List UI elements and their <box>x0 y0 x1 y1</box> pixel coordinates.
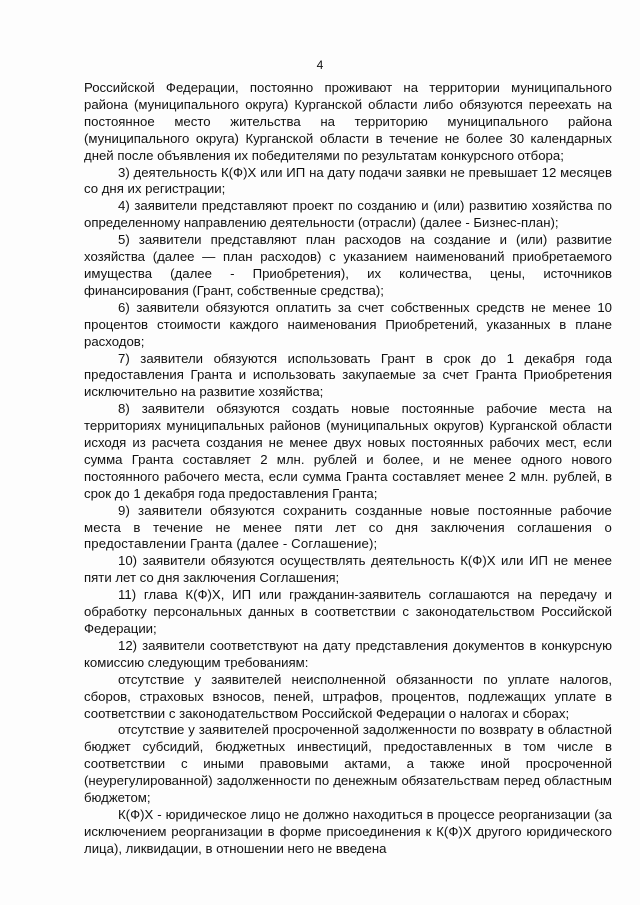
paragraph-item-3: 3) деятельность К(Ф)Х или ИП на дату подачи заявки не превышает 12 месяцев со дня их регистрации; <box>84 164 612 197</box>
paragraph-requirement-taxes: отсутствие у заявителей неисполненной обязанности по уплате налогов, сборов, страховых взносов, пеней, штрафов, процентов, подлежащих уплате в соответствии с законодательством Российской Федерации о налогах и сборах; <box>84 671 612 721</box>
paragraph-item-4: 4) заявители представляют проект по созданию и (или) развитию хозяйства по определенному направлению деятельности (отрасли) (далее - Бизнес-план); <box>84 198 612 231</box>
paragraph-item-11: 11) глава К(Ф)Х, ИП или гражданин-заявитель соглашаются на передачу и обработку персональных данных в соответствии с законодательством Российской Федерации; <box>84 587 612 636</box>
paragraph-requirement-reorganization: К(Ф)Х - юридическое лицо не должно находиться в процессе реорганизации (за исключением реорганизации в форме присоединения к К(Ф)Х другого юридического лица), ликвидации, в отношении него не введена <box>84 806 612 856</box>
paragraph-item-7: 7) заявители обязуются использовать Грант в срок до 1 декабря года предоставления Гранта и использовать закупаемые за счет Гранта Приобретения исключительно на развитие хозяйства; <box>84 350 612 400</box>
paragraph-item-12: 12) заявители соответствуют на дату представления документов в конкурсную комиссию следующим требованиям: <box>84 637 612 670</box>
paragraph-item-6: 6) заявители обязуются оплатить за счет собственных средств не менее 10 процентов стоимости каждого наименования Приобретений, указанных в плане расходов; <box>84 299 612 349</box>
document-body <box>84 80 612 858</box>
paragraph-item-10: 10) заявители обязуются осуществлять деятельность К(Ф)Х или ИП не менее пяти лет со дня заключения Соглашения; <box>84 553 612 586</box>
page-number: 4 <box>316 58 324 72</box>
paragraph-item-9: 9) заявители обязуются сохранить созданные новые постоянные рабочие места в течение не менее пяти лет со дня заключения соглашения о предоставлении Гранта (далее - Соглашение); <box>84 502 612 552</box>
paragraph-requirement-debt: отсутствие у заявителей просроченной задолженности по возврату в областной бюджет субсидий, бюджетных инвестиций, предоставленных в том числе в соответствии с иными правовыми актами, а также иной просроченной (неурегулированной) задолженности по денежным обязательствам перед областным бюджетом; <box>84 722 612 806</box>
paragraph-continuation: Российской Федерации, постоянно проживают на территории муниципального района (муниципального округа) Курганской области либо обязуются переехать на постоянное место жительства на территорию муниципального района (муниципального округа) Курганской области в течение не более 30 календарных дней после объявления их победителями по результатам конкурсного отбора; <box>84 80 612 163</box>
paragraph-item-5: 5) заявители представляют план расходов на создание и (или) развитие хозяйства (далее — план расходов) с указанием наименований приобретаемого имущества (далее - Приобретения), их количества, цены, источников финансирования (Грант, собственные средства); <box>84 232 612 298</box>
paragraph-item-8: 8) заявители обязуются создать новые постоянные рабочие места на территориях муниципальных районов (муниципальных округов) Курганской области исходя из расчета создания не менее двух новых постоянных рабочих мест, если сумма Гранта составляет 2 млн. рублей и более, и не менее одного нового постоянного рабочего места, если сумма Гранта составляет менее 2 млн. рублей, в срок до 1 декабря года предоставления Гранта; <box>84 401 612 501</box>
